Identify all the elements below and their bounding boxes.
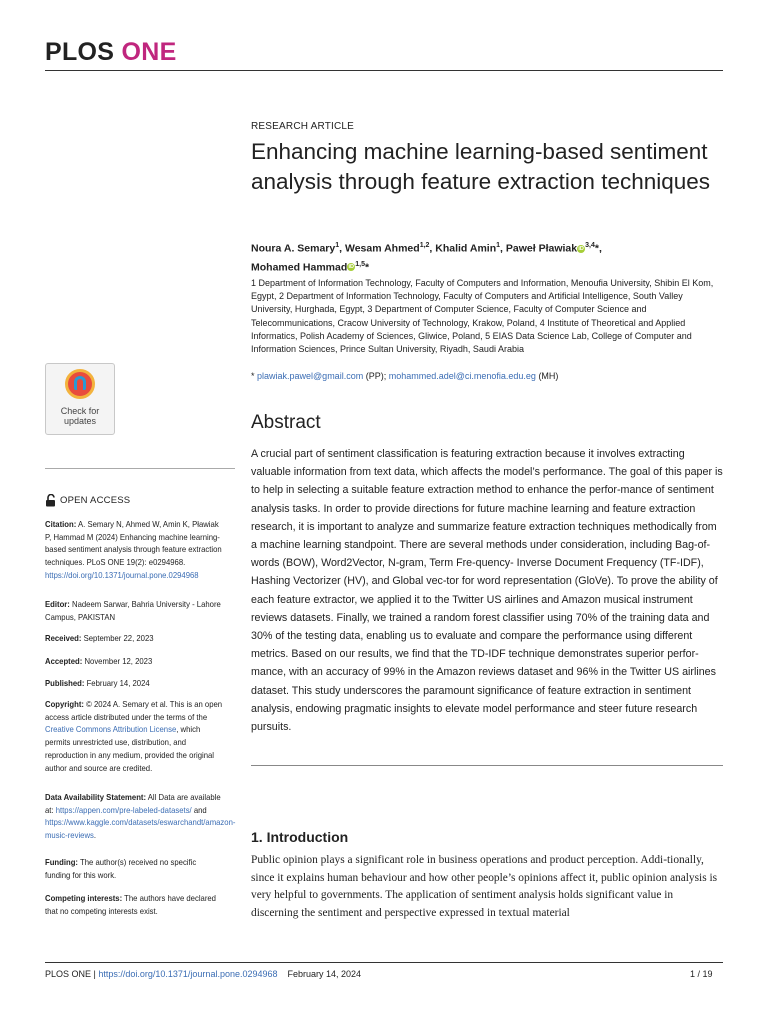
author-name[interactable]: Paweł Pławiak bbox=[505, 242, 578, 255]
data-availability-block: Data Availability Statement: All Data are available at: https://appen.com/pre-labeled-datasets/ and https://www.kaggle.com/datasets/eswarchandt/amazon-music-reviews. bbox=[45, 792, 236, 841]
section-divider bbox=[251, 765, 723, 766]
badge-label: Check for updates bbox=[60, 406, 100, 426]
introduction-heading: 1. Introduction bbox=[251, 829, 349, 845]
author-affil-sup: 1,5 bbox=[355, 260, 366, 268]
page-number: 1 / 19 bbox=[690, 969, 713, 979]
crossmark-icon bbox=[65, 369, 95, 399]
citation-block: Citation: A. Semary N, Ahmed W, Amin K, Pławiak P, Hammad M (2024) Enhancing machine learning-based sentiment analysis through feature extraction techniques. PLoS ONE 19(2): e0294968. https://doi.org/10.1371/journal.pone.0294968 bbox=[45, 519, 222, 580]
author-affil-sup: 1,2 bbox=[419, 242, 430, 249]
email-link[interactable]: plawiak.pawel@gmail.com bbox=[257, 371, 364, 381]
footer-citation: PLOS ONE | https://doi.org/10.1371/journal.pone.0294968 February 14, 2024 bbox=[45, 969, 362, 979]
abstract-text: A crucial part of sentiment classification is featuring extraction because it involves extracting valuable information from text data, which affects the model’s performance. The goal of this paper is to help in selecting a suitable feature extraction method to enhance the perfor-mance of sentiment analysis tasks. In order to provide directions for future machine learning and feature extraction research, it is important to analyze and summarize feature extraction techniques methodically from a machine learning standpoint. There are several methods under consideration, including Bag-of-words (BOW), Word2Vector, N-gram, Term Fre-quency- Inverse Document Frequency (TF-IDF), Hashing Vectorizer (HV), and Global vec-tor for word representation (GloVe). To prove the ability of each feature extractor, we applied it to the Twitter US airlines and Amazon musical instrument reviews datasets. Finally, we trained a random forest classifier using 70% of the training data and 30% of the testing data, enabling us to evaluate and compare the performance using different metrics. Based on our results, we find that the TD-IDF technique demonstrates superior perfor-mance, with an accuracy of 99% in the Amazon reviews dataset and 96% in the Twitter US airlines dataset. This study underscores the paramount significance of feature extraction in sentiment analysis, endowing pragmatic insights to elevate model performance and steer future research pursuits. bbox=[251, 448, 723, 734]
received-date: Received: September 22, 2023 bbox=[45, 633, 154, 643]
check-for-updates-badge[interactable] bbox=[45, 363, 115, 435]
footer-divider bbox=[45, 962, 723, 963]
email-link[interactable]: mohammed.adel@ci.menofia.edu.eg bbox=[388, 371, 536, 381]
article-title: Enhancing machine learning-based sentiment analysis through feature extraction techniques bbox=[251, 139, 711, 194]
copyright-block: Copyright: © 2024 A. Semary et al. This is an open access article distributed under the terms of the Creative Commons Attribution License, which permits unrestricted use, distribution, and reproduction in any medium, provided the original author and source are credited. bbox=[45, 699, 223, 773]
introduction-text: Public opinion plays a significant role in business operations and product perception. Addi-tionally, since it explains human behaviour and how other people’s opinions affect it, public opinion analysis is very helpful to governments. The application of sentiment analysis holds significant value in discerning the sentiment and perspective expressed in textual material bbox=[251, 854, 718, 919]
logo-one: ONE bbox=[121, 38, 177, 66]
orcid-icon[interactable]: iD bbox=[348, 264, 355, 271]
author-affil-sup: 1 bbox=[496, 242, 501, 249]
editor-block: Editor: Nadeem Sarwar, Bahria University - Lahore Campus, PAKISTAN bbox=[45, 599, 221, 622]
affiliations: 1 Department of Information Technology, Faculty of Computers and Information, Menoufia University, Shibin El Kom, Egypt, 2 Department of Information Technology, Faculty of Computers and Artificial Intelligence, South Valley University, Hurghada, Egypt, 3 Department of Computer Science, Faculty of Computer Science and Telecommunications, Cracow University of Technology, Krakow, Poland, 4 Institute of Theoretical and Applied Informatics, Polish Academy of Sciences, Gliwice, Poland, 5 EIAS Data Science Lab, College of Computer and Information Sciences, Prince Sultan University, Riyadh, Saudi Arabia bbox=[251, 278, 714, 355]
license-link[interactable]: Creative Commons Attribution License bbox=[45, 724, 177, 735]
logo-plos: PLOS bbox=[45, 38, 115, 66]
data-link[interactable]: https://appen.com/pre-labeled-datasets/ bbox=[55, 804, 192, 815]
citation-doi-link[interactable]: https://doi.org/10.1371/journal.pone.0294968 bbox=[45, 569, 199, 580]
footer-doi-link[interactable]: https://doi.org/10.1371/journal.pone.0294968 bbox=[98, 969, 278, 979]
published-date: Published: February 14, 2024 bbox=[45, 678, 150, 688]
competing-interests-block: Competing interests: The authors have declared that no competing interests exist. bbox=[45, 893, 216, 916]
orcid-icon[interactable]: iD bbox=[578, 245, 584, 252]
sidebar-divider bbox=[45, 468, 235, 469]
author-name[interactable]: Wesam Ahmed bbox=[344, 242, 420, 255]
author-list: Noura A. Semary$^1$, Wesam Ahmed$^{1,2}$, Khalid Amin$^1$, Paweł PławiakiD$^{3,4}$*, Mohamed HammadiD$^{1,5}$* bbox=[251, 242, 602, 273]
author-name[interactable]: Mohamed Hammad bbox=[251, 261, 348, 273]
funding-block: Funding: The author(s) received no specific funding for this work. bbox=[45, 857, 197, 880]
open-access-label: OPEN ACCESS bbox=[45, 494, 130, 507]
author-affil-sup: 1 bbox=[335, 242, 340, 249]
author-affil-sup: 3,4 bbox=[585, 242, 595, 249]
author-name[interactable]: Khalid Amin bbox=[435, 242, 497, 255]
journal-logo[interactable] bbox=[45, 38, 177, 67]
data-link[interactable]: https://www.kaggle.com/datasets/eswarchandt/amazon-music-reviews bbox=[45, 817, 236, 841]
author-name[interactable]: Noura A. Semary bbox=[251, 242, 336, 255]
header-divider bbox=[45, 70, 723, 71]
open-lock-icon bbox=[45, 494, 57, 507]
accepted-date: Accepted: November 12, 2023 bbox=[45, 656, 153, 666]
correspondence: * plawiak.pawel@gmail.com (PP); mohammed.adel@ci.menofia.edu.eg (MH) bbox=[251, 371, 559, 381]
article-type: RESEARCH ARTICLE bbox=[251, 121, 355, 132]
abstract-heading: Abstract bbox=[251, 412, 321, 433]
